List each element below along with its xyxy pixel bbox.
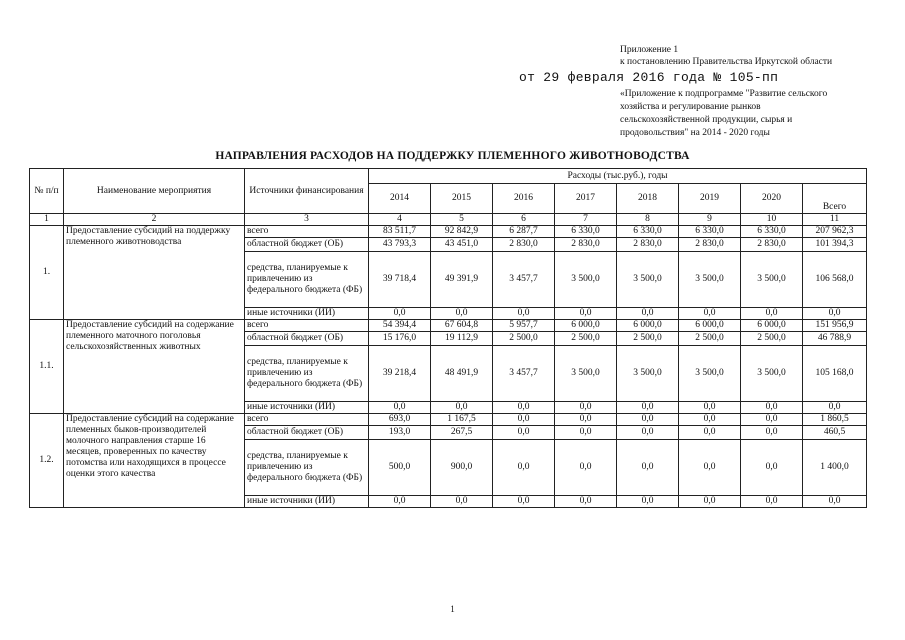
funding-source: средства, планируемые к привлечению из федерального бюджета (ФБ): [245, 440, 369, 496]
index-cell: 6: [493, 214, 555, 226]
funding-source: всего: [245, 320, 369, 332]
value-cell: 39 718,4: [369, 252, 431, 308]
total-cell: 151 956,9: [803, 320, 867, 332]
value-cell: 2 500,0: [555, 332, 617, 346]
funding-source: иные источники (ИИ): [245, 496, 369, 508]
value-cell: 6 330,0: [617, 226, 679, 238]
index-row: [30, 214, 867, 226]
value-cell: 0,0: [679, 308, 741, 320]
value-cell: 3 500,0: [555, 252, 617, 308]
index-cell: 5: [431, 214, 493, 226]
value-cell: 54 394,4: [369, 320, 431, 332]
value-cell: 0,0: [555, 402, 617, 414]
value-cell: 43 793,3: [369, 238, 431, 252]
value-cell: 500,0: [369, 440, 431, 496]
value-cell: 0,0: [555, 414, 617, 426]
table-row: [30, 414, 867, 426]
value-cell: 15 176,0: [369, 332, 431, 346]
value-cell: 0,0: [679, 402, 741, 414]
value-cell: 43 451,0: [431, 238, 493, 252]
value-cell: 49 391,9: [431, 252, 493, 308]
funding-source: областной бюджет (ОБ): [245, 332, 369, 346]
value-cell: 0,0: [555, 496, 617, 508]
header-year: 2015: [431, 184, 493, 214]
value-cell: 0,0: [555, 308, 617, 320]
value-cell: 6 287,7: [493, 226, 555, 238]
value-cell: 0,0: [369, 308, 431, 320]
appendix-label: Приложение 1: [620, 45, 679, 55]
value-cell: 0,0: [431, 402, 493, 414]
value-cell: 3 500,0: [617, 346, 679, 402]
value-cell: 0,0: [741, 414, 803, 426]
subprogram-line: «Приложение к подпрограмме "Развитие сельского: [620, 89, 828, 99]
funding-source: иные источники (ИИ): [245, 402, 369, 414]
index-cell: 4: [369, 214, 431, 226]
document-header: [620, 44, 890, 68]
document-title: НАПРАВЛЕНИЯ РАСХОДОВ НА ПОДДЕРЖКУ ПЛЕМЕННОГО ЖИВОТНОВОДСТВА: [215, 150, 690, 162]
total-cell: 0,0: [803, 308, 867, 320]
header-year: 2020: [741, 184, 803, 214]
value-cell: 0,0: [555, 440, 617, 496]
value-cell: 92 842,9: [431, 226, 493, 238]
funding-source: областной бюджет (ОБ): [245, 238, 369, 252]
table-row: [30, 320, 867, 332]
header-year: 2016: [493, 184, 555, 214]
value-cell: 3 500,0: [679, 252, 741, 308]
value-cell: 900,0: [431, 440, 493, 496]
index-cell: 3: [245, 214, 369, 226]
value-cell: 48 491,9: [431, 346, 493, 402]
total-cell: 106 568,0: [803, 252, 867, 308]
value-cell: 2 830,0: [617, 238, 679, 252]
value-cell: 267,5: [431, 426, 493, 440]
index-cell: 11: [803, 214, 867, 226]
value-cell: 6 000,0: [741, 320, 803, 332]
total-cell: 0,0: [803, 402, 867, 414]
header-year: 2017: [555, 184, 617, 214]
value-cell: 0,0: [741, 308, 803, 320]
value-cell: 0,0: [741, 426, 803, 440]
value-cell: 19 112,9: [431, 332, 493, 346]
value-cell: 0,0: [617, 414, 679, 426]
index-cell: 1: [30, 214, 64, 226]
subprogram-line: сельскохозяйственной продукции, сырья и: [620, 115, 793, 125]
total-cell: 46 788,9: [803, 332, 867, 346]
value-cell: 6 000,0: [617, 320, 679, 332]
value-cell: 3 500,0: [617, 252, 679, 308]
value-cell: 5 957,7: [493, 320, 555, 332]
value-cell: 2 830,0: [679, 238, 741, 252]
total-cell: 0,0: [803, 496, 867, 508]
value-cell: 3 500,0: [555, 346, 617, 402]
subprogram-reference: [620, 88, 870, 140]
header-total: Всего: [803, 184, 867, 214]
value-cell: 0,0: [369, 402, 431, 414]
value-cell: 3 500,0: [679, 346, 741, 402]
value-cell: 0,0: [679, 414, 741, 426]
funding-source: средства, планируемые к привлечению из федерального бюджета (ФБ): [245, 252, 369, 308]
value-cell: 0,0: [617, 402, 679, 414]
funding-source: всего: [245, 414, 369, 426]
value-cell: 0,0: [679, 496, 741, 508]
value-cell: 0,0: [555, 426, 617, 440]
value-cell: 0,0: [741, 402, 803, 414]
funding-source: областной бюджет (ОБ): [245, 426, 369, 440]
value-cell: 2 500,0: [679, 332, 741, 346]
index-cell: 7: [555, 214, 617, 226]
value-cell: 1 167,5: [431, 414, 493, 426]
header-num: № п/п: [30, 169, 64, 214]
value-cell: 0,0: [741, 496, 803, 508]
activity-name: Предоставление субсидий на поддержку племенного животноводства: [64, 226, 245, 320]
value-cell: 0,0: [493, 496, 555, 508]
index-cell: 2: [64, 214, 245, 226]
value-cell: 193,0: [369, 426, 431, 440]
value-cell: 2 830,0: [741, 238, 803, 252]
header-source: Источники финансирования: [245, 169, 369, 214]
value-cell: 0,0: [369, 496, 431, 508]
value-cell: 0,0: [493, 414, 555, 426]
value-cell: 0,0: [679, 440, 741, 496]
value-cell: 6 000,0: [679, 320, 741, 332]
value-cell: 2 500,0: [741, 332, 803, 346]
value-cell: 83 511,7: [369, 226, 431, 238]
value-cell: 0,0: [617, 308, 679, 320]
value-cell: 0,0: [679, 426, 741, 440]
row-number: 1.2.: [30, 414, 64, 508]
funding-source: всего: [245, 226, 369, 238]
total-cell: 105 168,0: [803, 346, 867, 402]
value-cell: 2 830,0: [555, 238, 617, 252]
index-cell: 10: [741, 214, 803, 226]
value-cell: 0,0: [617, 426, 679, 440]
value-cell: 3 500,0: [741, 346, 803, 402]
value-cell: 3 500,0: [741, 252, 803, 308]
value-cell: 6 330,0: [555, 226, 617, 238]
row-number: 1.: [30, 226, 64, 320]
value-cell: 6 330,0: [741, 226, 803, 238]
value-cell: 0,0: [493, 440, 555, 496]
value-cell: 39 218,4: [369, 346, 431, 402]
total-cell: 1 860,5: [803, 414, 867, 426]
expenses-table: [29, 168, 867, 508]
value-cell: 0,0: [493, 308, 555, 320]
header-year: 2019: [679, 184, 741, 214]
header-year: 2018: [617, 184, 679, 214]
subprogram-line: хозяйства и регулирование рынков: [620, 102, 761, 112]
value-cell: 0,0: [617, 496, 679, 508]
activity-name: Предоставление субсидий на содержание племенных быков-производителей молочного направления старше 16 месяцев, проверенных по качеству потомства или находящихся в процессе оценки этого качества: [64, 414, 245, 508]
header-year: 2014: [369, 184, 431, 214]
value-cell: 693,0: [369, 414, 431, 426]
value-cell: 2 500,0: [493, 332, 555, 346]
decree-reference: к постановлению Правительства Иркутской области: [620, 57, 833, 67]
value-cell: 0,0: [493, 402, 555, 414]
value-cell: 67 604,8: [431, 320, 493, 332]
total-cell: 460,5: [803, 426, 867, 440]
value-cell: 3 457,7: [493, 346, 555, 402]
value-cell: 2 830,0: [493, 238, 555, 252]
index-cell: 9: [679, 214, 741, 226]
index-cell: 8: [617, 214, 679, 226]
value-cell: 0,0: [741, 440, 803, 496]
header-expenses: Расходы (тыс.руб.), годы: [369, 169, 867, 184]
table-row: [30, 226, 867, 238]
value-cell: 0,0: [431, 496, 493, 508]
funding-source: средства, планируемые к привлечению из федерального бюджета (ФБ): [245, 346, 369, 402]
row-number: 1.1.: [30, 320, 64, 414]
total-cell: 207 962,3: [803, 226, 867, 238]
date-stamp: от 29 февраля 2016 года № 105-пп: [519, 70, 779, 85]
funding-source: иные источники (ИИ): [245, 308, 369, 320]
value-cell: 2 500,0: [617, 332, 679, 346]
value-cell: 0,0: [431, 308, 493, 320]
subprogram-line: продовольствия" на 2014 - 2020 годы: [620, 128, 770, 138]
total-cell: 101 394,3: [803, 238, 867, 252]
value-cell: 3 457,7: [493, 252, 555, 308]
total-cell: 1 400,0: [803, 440, 867, 496]
header-name: Наименование мероприятия: [64, 169, 245, 214]
activity-name: Предоставление субсидий на содержание племенного маточного поголовья сельскохозяйственных животных: [64, 320, 245, 414]
value-cell: 6 330,0: [679, 226, 741, 238]
value-cell: 0,0: [493, 426, 555, 440]
page-number: 1: [450, 604, 455, 614]
value-cell: 0,0: [617, 440, 679, 496]
value-cell: 6 000,0: [555, 320, 617, 332]
